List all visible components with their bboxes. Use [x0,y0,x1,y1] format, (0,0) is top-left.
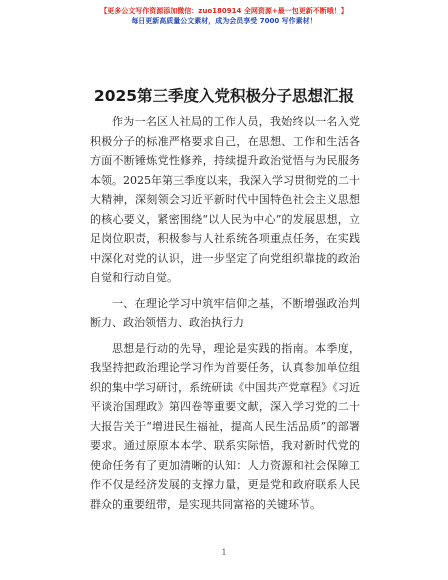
document-body [90,112,360,514]
paragraph-section-1: 思想是行动的先导，理论是实践的指南。本季度，我坚持把政治理论学习作为首要任务，认真参加单位组织的集中学习研讨，系统研读《中国共产党章程》《习近平谈治国理政》第四卷等重要文献，深入学习党的二十大报告关于“增进民生福祉，提高人民生活品质”的部署要求。通过原原本本学、联系实际悟，我对新时代党的使命任务有了更加清晰的认知：人力资源和社会保障工作不仅是经济发展的支撑力量，更是党和政府联系人民群众的重要纽带，是实现共同富裕的关键环节。 [90,341,360,511]
promo-banner [0,6,448,26]
promo-banner-line2: 每日更新高质量公文素材，成为会员享受 7000 写作素材！ [131,17,317,25]
section-heading-1: 一、在理论学习中筑牢信仰之基，不断增强政治判断力、政治领悟力、政治执行力 [90,296,360,329]
page-number: 1 [221,548,227,557]
promo-banner-line1: 【更多公文写作资源添加微信：zuo180914 全网资源+最一包更新不断哦！】 [100,7,348,15]
document-title: 2025第三季度入党积极分子思想汇报 [93,87,355,105]
paragraph-intro: 作为一名区人社局的工作人员，我始终以一名入党积极分子的标准严格要求自己，在思想、工作和生活各方面不断锤炼党性修养，持续提升政治觉悟与为民服务本领。2025年第三季度以来，我深入学习贯彻党的二十大精神，深刻领会习近平新时代中国特色社会主义思想的核心要义，紧密围绕“以人民为中心”的发展思想，立足岗位职责，积极参与人社系统各项重点任务，在实践中深化对党的认识，进一步坚定了向党组织靠拢的政治自觉和行动自觉。 [90,115,360,284]
